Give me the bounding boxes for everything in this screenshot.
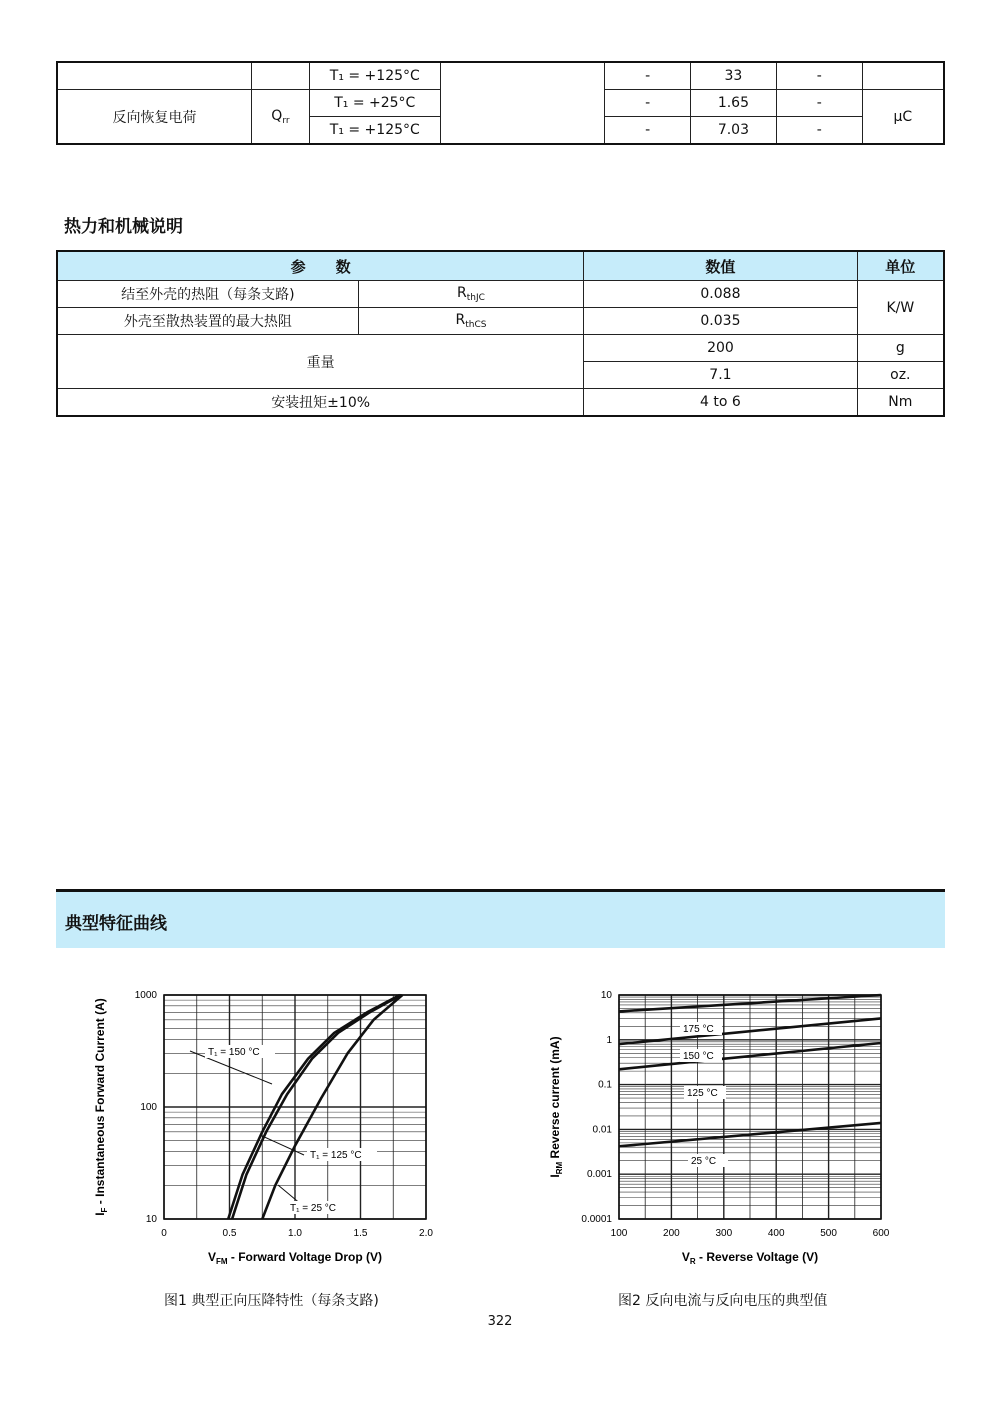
y-tick-label: 0.001: [586, 1169, 612, 1181]
series-annotation: T₁ = 150 °C: [208, 1047, 260, 1058]
condition-cell: T₁ = +125°C: [309, 117, 440, 145]
series-annotation: 175 °C: [683, 1024, 714, 1035]
x-tick-label: 400: [767, 1228, 785, 1239]
x-axis-title: $V_R$ - Reverse Voltage (V): [681, 1250, 819, 1266]
annotation-leader: [260, 1135, 304, 1155]
y-tick-label: 1000: [134, 990, 157, 1001]
x-tick-label: 1.0: [288, 1228, 302, 1239]
recovery-table: [56, 61, 945, 145]
series-annotation: 125 °C: [687, 1088, 718, 1099]
x-tick-label: 300: [715, 1228, 733, 1239]
symbol-cell: $Q_{rr}$: [252, 90, 310, 145]
x-tick-label: 200: [663, 1228, 680, 1239]
header-unit: 单位: [857, 251, 944, 281]
series-annotation: T₁ = 25 °C: [290, 1203, 337, 1214]
value-cell: 7.1: [584, 362, 857, 389]
table-row: [57, 281, 944, 308]
x-tick-label: 500: [820, 1228, 837, 1239]
series-annotation: T₁ = 125 °C: [310, 1150, 362, 1161]
table-row: [57, 389, 944, 417]
figure2-caption: 图2 反向电流与反向电压的典型值: [618, 1293, 828, 1309]
y-tick-label: 100: [140, 1102, 157, 1113]
x-axis-title: $V_{FM}$ - Forward Voltage Drop (V): [207, 1250, 383, 1266]
min-cell: -: [605, 62, 691, 90]
value-cell: 200: [584, 335, 857, 362]
x-tick-label: 2.0: [419, 1228, 433, 1239]
y-axis-title: $I_F$ - Instantaneous Forward Current (A): [93, 998, 109, 1216]
min-cell: -: [605, 117, 691, 145]
y-tick-label: 10: [600, 990, 612, 1001]
value-cell: 0.088: [584, 281, 857, 308]
value-cell: 4 to 6: [584, 389, 857, 417]
symbol-cell: $R_{thJC}$: [358, 281, 583, 308]
thermal-table: [56, 250, 945, 417]
y-tick-label: 0.01: [592, 1124, 612, 1136]
label-cell: 结至外壳的热阻（每条支路): [57, 281, 358, 308]
y-axis-title: $I_{RM}$ Reverse current (mA): [548, 1036, 564, 1178]
unit-cell: g: [857, 335, 944, 362]
unit-cell: K/W: [857, 281, 944, 335]
unit-cell: µC: [862, 90, 944, 145]
typ-cell: 1.65: [691, 90, 777, 117]
y-tick-label: 10: [145, 1214, 157, 1225]
figure1-caption: 图1 典型正向压降特性（每条支路): [164, 1293, 379, 1309]
header-param: 参 数: [57, 251, 584, 281]
condition-cell: T₁ = +25°C: [309, 90, 440, 117]
table-row: [57, 335, 944, 362]
min-cell: -: [605, 90, 691, 117]
y-tick-label: 0.0001: [581, 1214, 612, 1225]
section-title-thermal: 热力和机械说明: [64, 217, 183, 237]
label-cell: 外壳至散热装置的最大热阻: [57, 308, 358, 335]
max-cell: -: [776, 90, 862, 117]
max-cell: -: [776, 117, 862, 145]
section-band: [56, 889, 945, 948]
y-tick-label: 0.1: [598, 1079, 612, 1091]
condition-cell: T₁ = +125°C: [309, 62, 440, 90]
section-title-curves: 典型特征曲线: [65, 914, 167, 934]
header-value: 数值: [584, 251, 857, 281]
reverse-current-chart: [545, 975, 915, 1275]
unit-cell: oz.: [857, 362, 944, 389]
symbol-cell: $R_{thCS}$: [358, 308, 583, 335]
param-cell: 反向恢复电荷: [57, 90, 252, 145]
page-number: 322: [487, 1314, 513, 1329]
series-annotation: 25 °C: [691, 1156, 717, 1167]
table-row: [57, 62, 944, 90]
x-tick-label: 0.5: [222, 1228, 237, 1239]
table-row: [57, 308, 944, 335]
typ-cell: 33: [691, 62, 777, 90]
value-cell: 0.035: [584, 308, 857, 335]
x-tick-label: 1.5: [353, 1228, 368, 1239]
typ-cell: 7.03: [691, 117, 777, 145]
series-annotation: 150 °C: [683, 1051, 714, 1062]
x-tick-label: 600: [872, 1228, 890, 1239]
label-cell: 重量: [57, 335, 584, 389]
table-header-row: [57, 251, 944, 281]
forward-voltage-chart: [80, 975, 450, 1275]
x-tick-label: 0: [161, 1228, 167, 1239]
max-cell: -: [776, 62, 862, 90]
x-tick-label: 100: [610, 1228, 628, 1239]
y-tick-label: 1: [606, 1034, 612, 1046]
unit-cell: Nm: [857, 389, 944, 417]
label-cell: 安装扭矩±10%: [57, 389, 584, 417]
